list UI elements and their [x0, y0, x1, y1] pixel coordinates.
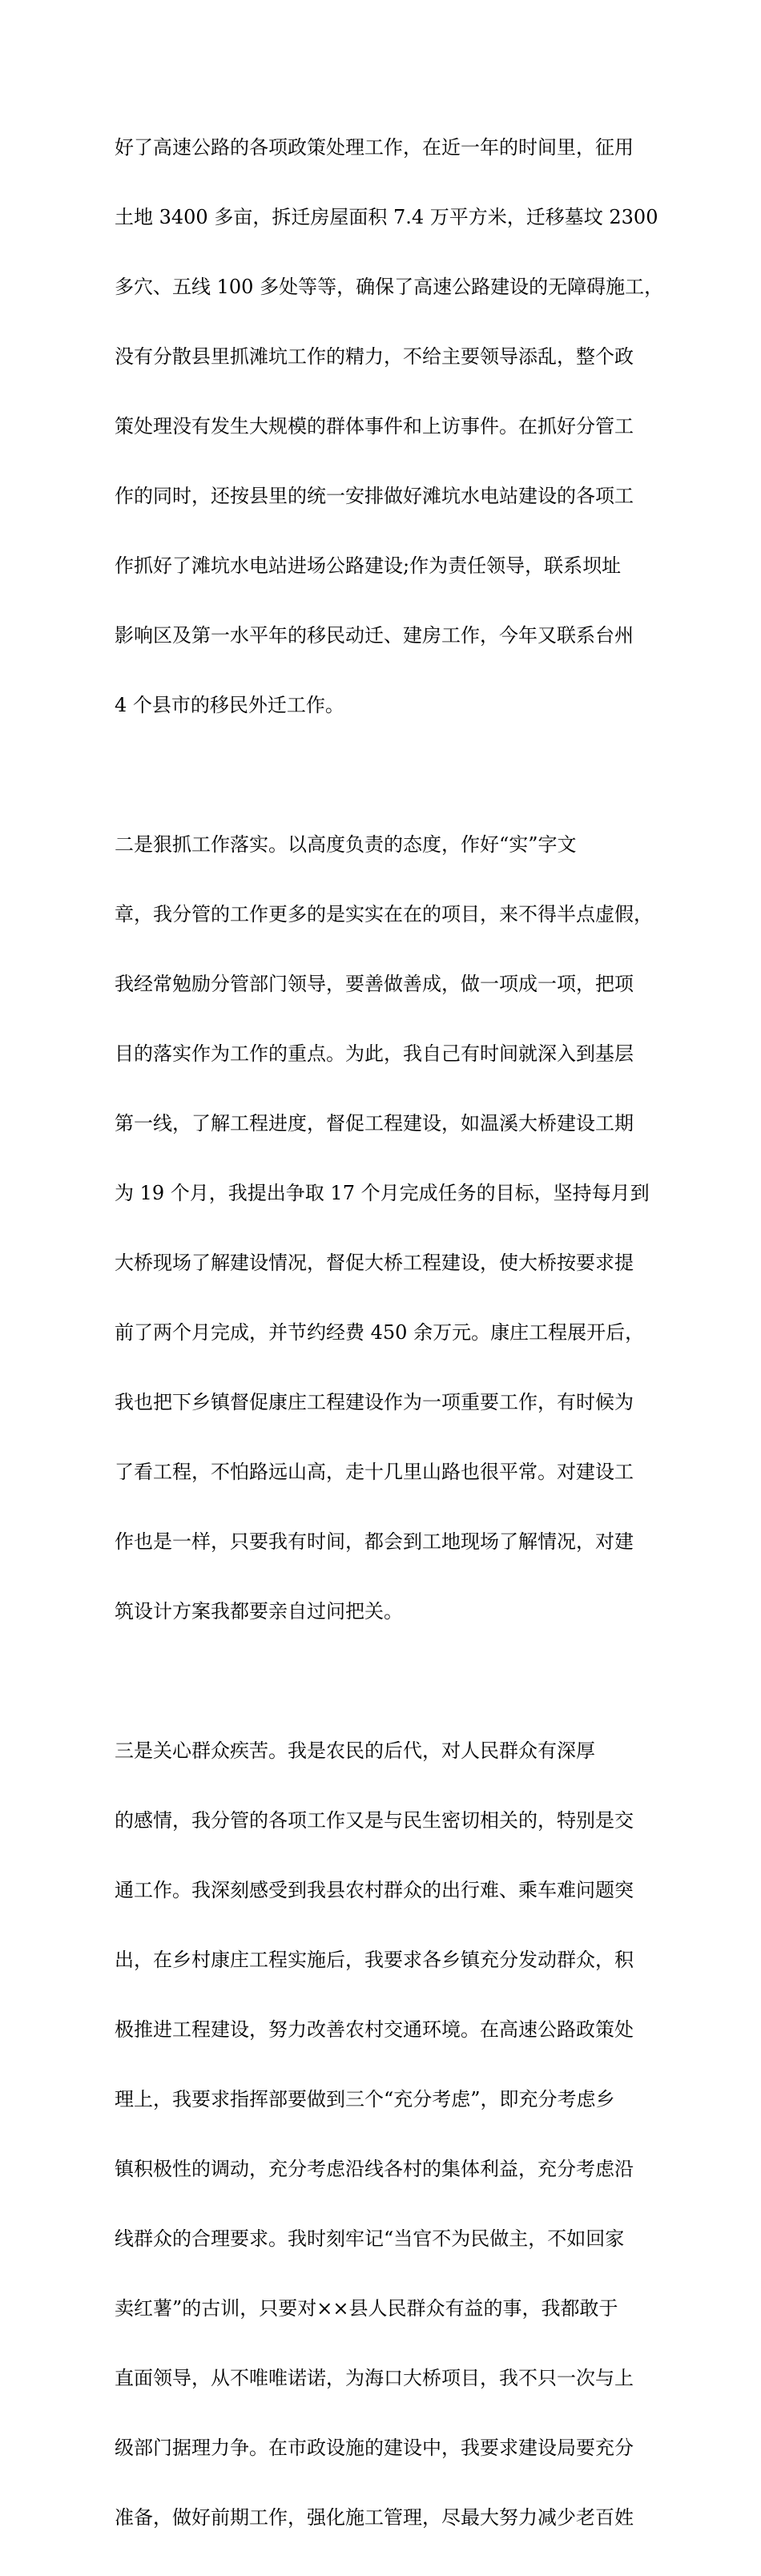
- paragraph-3: [115, 1693, 659, 2576]
- text-line: 卖红薯”的古训，只要对××县人民群众有益的事，我都敢于: [115, 2297, 618, 2320]
- text-line: 出，在乡村康庄工程实施后，我要求各乡镇充分发动群众，积: [115, 1949, 634, 1971]
- text-line: 作也是一样，只要我有时间，都会到工地现场了解情况，对建: [115, 1530, 634, 1553]
- text-line: 筑设计方案我都要亲自过问把关。: [115, 1600, 403, 1623]
- text-line: 没有分散县里抓滩坑工作的精力，不给主要领导添乱，整个政: [115, 345, 634, 368]
- text-line: 理上，我要求指挥部要做到三个“充分考虑”，即充分考虑乡: [115, 2088, 615, 2110]
- text-line: 我也把下乡镇督促康庄工程建设作为一项重要工作，有时候为: [115, 1391, 634, 1413]
- text-line: 的感情，我分管的各项工作又是与民生密切相关的，特别是交: [115, 1809, 634, 1832]
- text-line: 为 19 个月，我提出争取 17 个月完成任务的目标，坚持每月到: [115, 1182, 650, 1204]
- text-line: 直面领导，从不唯唯诺诺，为海口大桥项目，我不只一次与上: [115, 2367, 634, 2389]
- text-line: 前了两个月完成，并节约经费 450 余万元。康庄工程展开后，: [115, 1321, 645, 1344]
- text-line: 通工作。我深刻感受到我县农村群众的出行难、乘车难问题突: [115, 1879, 634, 1901]
- text-line: 土地 3400 多亩，拆迁房屋面积 7.4 万平方米，迁移墓坟 2300: [115, 206, 658, 228]
- text-line: 三是关心群众疾苦。我是农民的后代，对人民群众有深厚: [115, 1740, 595, 1762]
- text-line: 极推进工程建设，努力改善农村交通环境。在高速公路政策处: [115, 2018, 634, 2041]
- text-line: 大桥现场了解建设情况，督促大桥工程建设，使大桥按要求提: [115, 1252, 634, 1274]
- text-line: 策处理没有发生大规模的群体事件和上访事件。在抓好分管工: [115, 415, 634, 437]
- document-body: [115, 90, 664, 2576]
- text-line: 章，我分管的工作更多的是实实在在的项目，来不得半点虚假，: [115, 903, 653, 925]
- text-line: 镇积极性的调动，充分考虑沿线各村的集体利益，充分考虑沿: [115, 2158, 634, 2180]
- text-line: 目的落实作为工作的重点。为此，我自己有时间就深入到基层: [115, 1042, 634, 1065]
- text-line: 作的同时，还按县里的统一安排做好滩坑水电站建设的各项工: [115, 485, 634, 507]
- paragraph-2: [115, 787, 659, 1670]
- text-line: 准备，做好前期工作，强化施工管理，尽最大努力减少老百姓: [115, 2506, 634, 2529]
- paragraph-1: [115, 90, 664, 764]
- text-line: 影响区及第一水平年的移民动迁、建房工作，今年又联系台州: [115, 624, 634, 647]
- text-line: 了看工程，不怕路远山高，走十几里山路也很平常。对建设工: [115, 1461, 634, 1483]
- text-line: 我经常勉励分管部门领导，要善做善成，做一项成一项，把项: [115, 973, 634, 995]
- text-line: 第一线，了解工程进度，督促工程建设，如温溪大桥建设工期: [115, 1112, 634, 1135]
- text-line: 多穴、五线 100 多处等等，确保了高速公路建设的无障碍施工，: [115, 276, 664, 298]
- text-line: 好了高速公路的各项政策处理工作，在近一年的时间里，征用: [115, 136, 634, 159]
- text-line: 级部门据理力争。在市政设施的建设中，我要求建设局要充分: [115, 2437, 634, 2459]
- text-line: 作抓好了滩坑水电站进场公路建设;作为责任领导，联系坝址: [115, 554, 622, 577]
- text-line: 二是狠抓工作落实。以高度负责的态度，作好“实”字文: [115, 833, 577, 856]
- text-line: 4 个县市的移民外迁工作。: [115, 694, 344, 716]
- text-line: 线群众的合理要求。我时刻牢记“当官不为民做主，不如回家: [115, 2227, 625, 2250]
